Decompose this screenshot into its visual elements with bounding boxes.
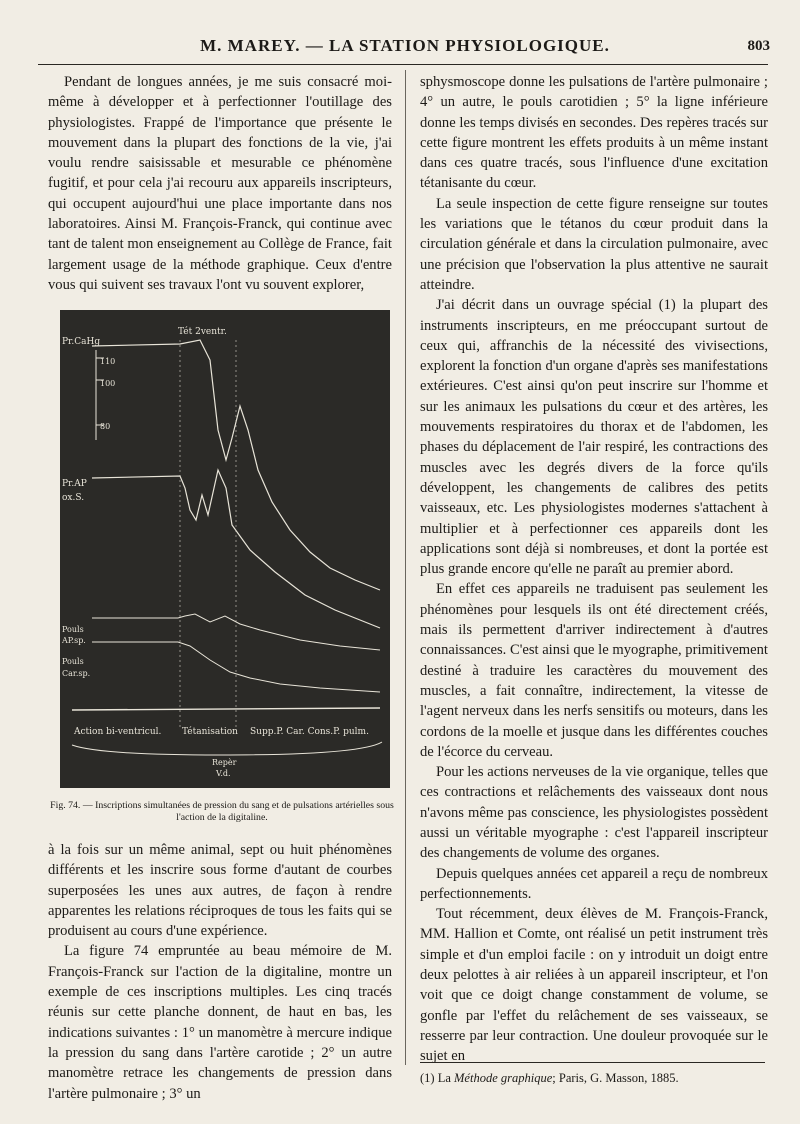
running-title: M. MAREY. — LA STATION PHYSIOLOGIQUE. (200, 36, 610, 55)
paragraph: Tout récemment, deux élèves de M. François-Franck, MM. Hallion et Comte, ont réalisé un petit instrument très simple et d'un emploi facile : on y introduit un doigt entre deux pelottes à air reliées à un appareil inscripteur, et l'on voit que ce doigt change constamment de volume, se gonfle par l'effet du relâchement de ses vaisseaux, se resserre par leur contraction. Une douleur provoquée sur le sujet en (420, 906, 768, 1065)
paragraph: Pour les actions nerveuses de la vie organique, telles que ces contractions et relâchements des vaisseaux dont nous n'avons même pas conscience, les physiologistes possèdent aussi un véritable myographe : c'est l'appareil inscripteur des changements de volume des organes. (420, 764, 768, 862)
running-head (40, 36, 770, 66)
label-pr-cahg: Pr.CaHg (62, 337, 101, 347)
paragraph: Pendant de longues années, je me suis consacré moi-même à développer et à perfectionner l'outillage des physiologistes. Frappé de l'importance que présente le mouvement dans la plupart des fonctions de la vie, j'ai voulu rendre saisissable et mesurable ce phénomène fugitif, et pour cela j'ai recouru aux appareils inscripteurs, qui occupent aujourd'hui une place importante dans nos laboratoires. Ainsi M. François-Franck, qui continue avec tant de talent mon enseignement au Collège de France, fait largement usage de la méthode graphique. Ceux d'entre vous qui suivent ses travaux l'ont vu souvent explorer, (48, 74, 392, 293)
left-column-top (48, 72, 392, 295)
label-tetanisation: Tétanisation (182, 727, 238, 737)
label-vd: V.d. (216, 769, 231, 778)
footnote-rest: ; Paris, G. Masson, 1885. (552, 1071, 679, 1085)
label-pouls-car: Pouls (62, 657, 84, 666)
paragraph: J'ai décrit dans un ouvrage spécial (1) la plupart des instruments inscripteurs, en me préoccupant surtout de ceux qui, affranchis de la nécessité des vivisections, explorent la fonction d'un organe d'après ses manifestations extérieures. C'est ainsi qu'on peut inscrire sur l'homme et sur les animaux les pulsations du cœur et des artères, les mouvements respiratoires du thorax et de l'abdomen, les phases du déplacement de l'air respiré, les contractions des muscles avec les degrés divers de la force qu'ils développent, les changements de calibres des petits vaisseaux, etc. Les physiologistes modernes s'attachent à multiplier et à perfectionner ces appareils dont les applications sont déjà si nombreuses, et dont la portée est plus grande encore qu'elle ne paraît au premier abord. (420, 297, 768, 578)
footnote-title: Méthode graphique (454, 1071, 553, 1085)
paragraph: à la fois sur un même animal, sept ou huit phénomènes différents et les inscrire sous forme d'autant de courbes superposées les unes aux autres, de façon à rendre apparentes les relations réciproques de tous les faits qui se produisent au cours d'une expérience. (48, 842, 392, 940)
footnote-mark: (1) La (420, 1071, 451, 1085)
label-car-sp: Car.sp. (62, 669, 91, 678)
figure-plate (60, 310, 390, 788)
label-suppr: Supp.P. Car. Cons.P. pulm. (250, 727, 369, 737)
label-action: Action bi-ventricul. (74, 727, 162, 737)
column-rule (405, 70, 406, 1065)
label-ox-s: ox.S. (62, 493, 85, 503)
footnote-rule (420, 1062, 765, 1063)
label-repere: Repèr (212, 758, 237, 767)
label-tet-2ventr: Tét 2ventr. (178, 327, 227, 337)
paragraph: En effet ces appareils ne traduisent pas seulement les phénomènes pour lesquels ils ont été directement créés, mais ils permettent d'arriver indirectement à d'autres connaissances. C'est ainsi que le myographe, primitivement destiné à traduire les caractères du mouvement des muscles, a fait connaître, indirectement, la vitesse de l'agent nerveux dans les nerfs sensitifs ou moteurs, dans les cordons de la moelle et jusque dans les différentes couches de l'écorce du cerveau. (420, 581, 768, 760)
page-number: 803 (747, 38, 770, 54)
label-pr-ap: Pr.AP (62, 479, 87, 489)
header-rule (38, 64, 768, 65)
figure-caption: Fig. 74. — Inscriptions simultanées de pression du sang et de pulsations artérielles sous l'action de la digitaline. (50, 800, 394, 823)
tick-110: 110 (100, 357, 116, 366)
paragraph: Depuis quelques années cet appareil a reçu de nombreux perfectionnements. (420, 865, 768, 902)
tick-100: 100 (100, 379, 116, 388)
left-column-bottom (48, 840, 392, 1104)
label-pouls-ap: Pouls (62, 625, 84, 634)
footnote (420, 1070, 768, 1086)
paragraph: La seule inspection de cette figure renseigne sur toutes les variations que le tétanos du cœur produit dans la circulation générale et dans la circulation pulmonaire, avec une précision que l'observation la plus attentive ne saurait atteindre. (420, 195, 768, 293)
right-column (420, 72, 768, 1067)
figure-74 (60, 310, 390, 788)
paragraph: sphysmoscope donne les pulsations de l'artère pulmonaire ; 4° un autre, le pouls carotidien ; 5° la ligne inférieure donne les temps divisés en secondes. Des repères tracés sur cette figure montrent les effets produits à un même instant dans ces quatre tracés, sous l'influence d'une excitation tétanisante du cœur. (420, 74, 768, 192)
tick-80: 80 (100, 422, 111, 431)
label-ap-sp: AP.sp. (62, 636, 86, 645)
paragraph: La figure 74 empruntée au beau mémoire de M. François-Franck sur l'action de la digitaline, montre un exemple de ces inscriptions multiples. Les cinq tracés réunis sur cette planche donnent, de haut en bas, les indications suivantes : 1° un manomètre à mercure indique la pression du sang dans l'artère carotide ; 2° un autre manomètre retrace les changements de pression dans l'artère pulmonaire ; 3° un (48, 943, 392, 1102)
